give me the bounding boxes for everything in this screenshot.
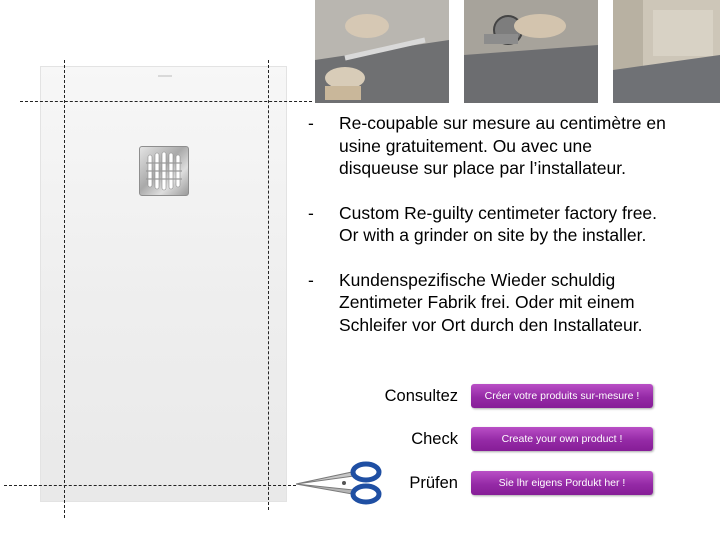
feature-item-french [308,112,718,180]
create-custom-product-button-fr[interactable]: Créer votre produits sur-mesure ! [471,384,653,408]
feature-line: Zentimeter Fabrik frei. Oder mit einem [339,292,635,312]
feature-line: usine gratuitement. Ou avec une [339,135,592,156]
action-row-english [0,427,720,451]
feature-line: disqueuse sur place par l’installateur. [339,158,626,178]
photo-installed-tray [613,0,720,103]
photo-cutting-tray-with-saw [315,0,449,103]
create-custom-product-button-en[interactable]: Create your own product ! [471,427,653,451]
bullet-dash: - [308,113,314,133]
bullet-dash: - [308,202,314,223]
action-row-french [0,384,720,408]
action-row-german [0,471,720,495]
check-label: Check [411,430,458,448]
feature-line: Kundenspezifische Wieder schuldig [339,269,616,290]
create-custom-product-button-de[interactable]: Sie lhr eigens Pordukt her ! [471,471,653,495]
tray-brand-mark [158,75,172,77]
photo-grinder-cutting [464,0,598,103]
drain-grate-icon [139,146,189,196]
bullet-dash: - [308,269,314,290]
cut-line-top [20,101,312,102]
feature-item-english [308,202,718,247]
consultez-label: Consultez [384,387,458,405]
prufen-label: Prüfen [409,474,458,492]
feature-item-german [308,269,718,337]
feature-line: Custom Re-guilty centimeter factory free. [339,202,658,223]
feature-line: Schleifer vor Ort durch den Installateur. [339,314,643,335]
feature-line: Re-coupable sur mesure au centimètre en [339,113,666,133]
feature-line: Or with a grinder on site by the installer. [339,225,647,245]
feature-list [308,112,718,358]
